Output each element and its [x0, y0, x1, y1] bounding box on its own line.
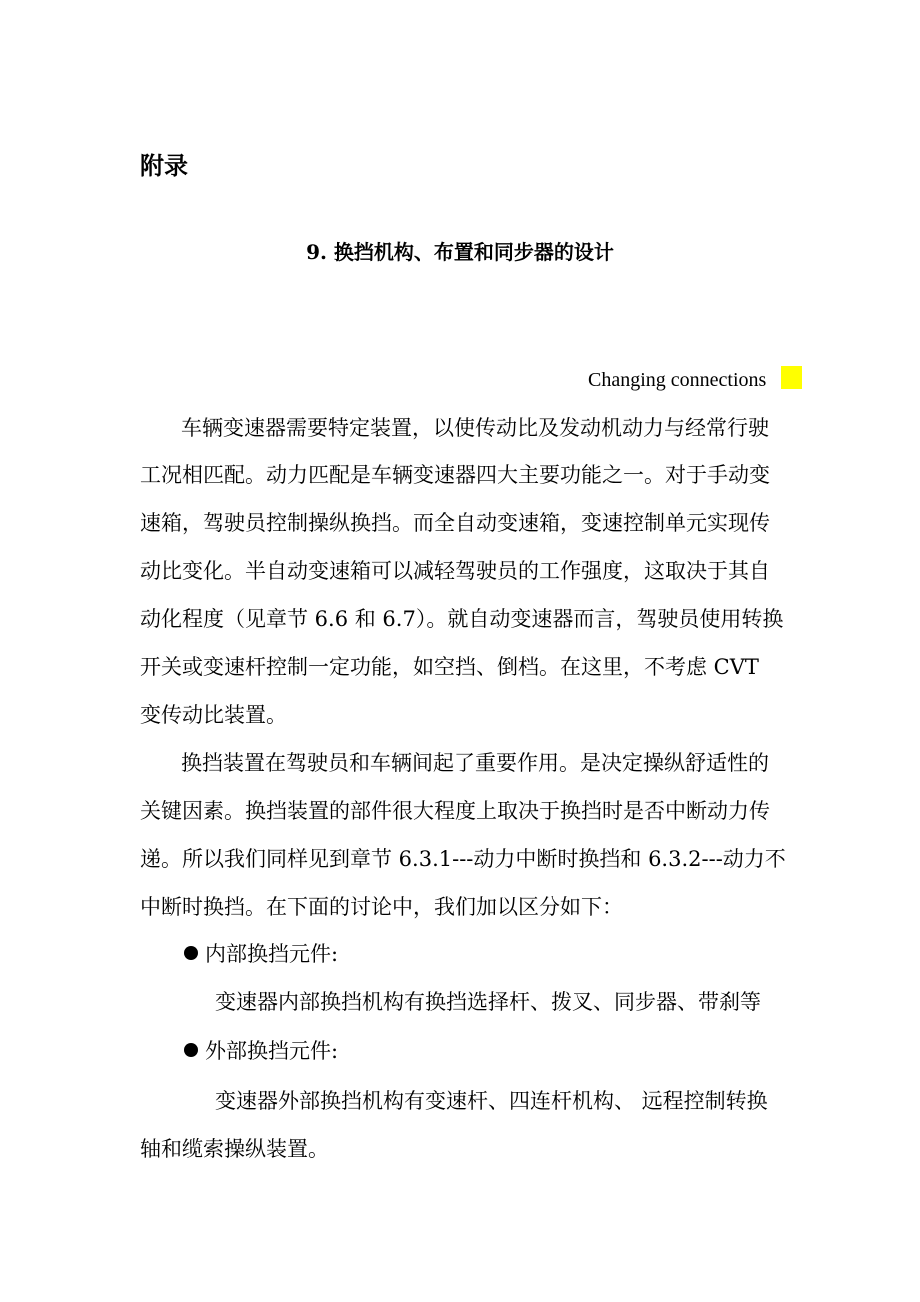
bullet-label: 外部换挡元件:: [205, 1039, 339, 1063]
paragraph-1-line: 动化程度（见章节 6.6 和 6.7）。就自动变速器而言，驾驶员使用转换: [140, 607, 784, 631]
appendix-title: 附录: [140, 151, 188, 180]
paragraph-2-line: 递。所以我们同样见到章节 6.3.1---动力中断时换挡和 6.3.2---动力不: [140, 847, 786, 871]
highlight-mark: [781, 366, 802, 389]
bullet-text: 轴和缆索操纵装置。: [140, 1137, 329, 1161]
english-heading: Changing connections: [588, 369, 767, 391]
paragraph-1-line: 工况相匹配。动力匹配是车辆变速器四大主要功能之一。对于手动变: [140, 463, 770, 487]
paragraph-1-line: 动比变化。半自动变速箱可以减轻驾驶员的工作强度，这取决于其自: [140, 559, 770, 583]
bullet-dot-icon: [184, 946, 198, 960]
bullet-label: 内部换挡元件:: [205, 942, 339, 966]
paragraph-2-line: 换挡装置在驾驶员和车辆间起了重要作用。是决定操纵舒适性的: [181, 751, 769, 775]
paragraph-1-line: 开关或变速杆控制一定功能，如空挡、倒档。在这里，不考虑 CVT: [140, 655, 759, 679]
paragraph-1-line: 速箱，驾驶员控制操纵换挡。而全自动变速箱，变速控制单元实现传: [140, 511, 770, 535]
bullet-dot-icon: [184, 1043, 198, 1057]
chapter-title: 9. 换挡机构、布置和同步器的设计: [306, 240, 614, 264]
paragraph-2-line: 中断时换挡。在下面的讨论中，我们加以区分如下：: [140, 895, 623, 919]
paragraph-1-line: 车辆变速器需要特定装置，以使传动比及发动机动力与经常行驶: [181, 416, 769, 440]
paragraph-1-line: 变传动比装置。: [140, 703, 287, 727]
paragraph-2-line: 关键因素。换挡装置的部件很大程度上取决于换挡时是否中断动力传: [140, 799, 770, 823]
bullet-text: 变速器内部换挡机构有换挡选择杆、拨叉、同步器、带刹等: [215, 990, 761, 1014]
bullet-text: 变速器外部换挡机构有变速杆、四连杆机构、 远程控制转换: [215, 1089, 768, 1113]
